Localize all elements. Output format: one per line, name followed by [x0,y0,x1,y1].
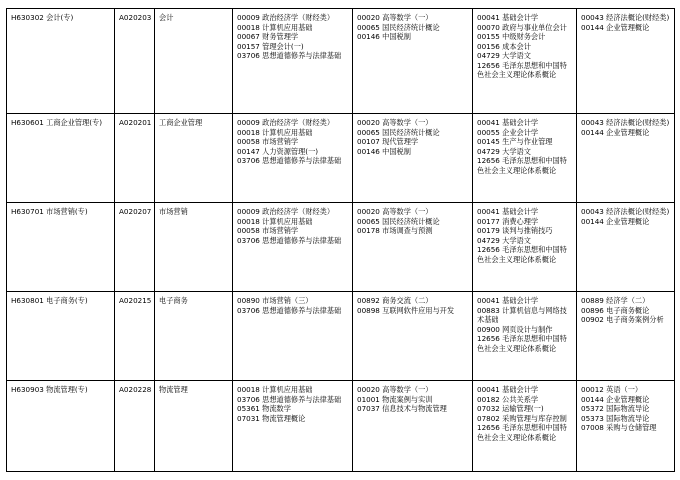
course-group-b-cell [353,381,473,472]
table-row [7,381,675,472]
course-entry: 07037 信息技术与物流管理 [357,404,447,414]
course-group-c-cell [473,9,577,114]
plan-code-cell: A020203 [115,9,155,114]
course-entry: 00144 企业管理概论 [581,216,650,226]
course-entry: 00070 政府与事业单位会计 [477,22,567,32]
course-entry: 00890 市场营销（三） [237,296,313,305]
course-entry: 00018 计算机应用基础 [237,385,313,394]
plan-code-cell: A020228 [115,381,155,472]
plan-name-cell: 会计 [155,9,233,114]
course-entry: 01001 物流案例与实训 [357,394,433,404]
course-entry: 07032 运输管理(一) [477,404,544,414]
course-entry: 03706 思想道德修养与法律基础 [237,305,342,315]
course-entry: 12656 毛泽东思想和中国特色社会主义理论体系概论 [477,60,567,80]
major-code-name-cell: H630601 工商企业管理(专) [7,114,115,203]
course-entry: 00041 基础会计学 [477,207,539,216]
course-entry: 00157 管理会计(一) [237,41,304,51]
course-entry: 00041 基础会计学 [477,118,539,127]
course-entry: 00177 消费心理学 [477,216,539,226]
course-entry: 00896 电子商务概论 [581,305,650,315]
course-entry: 00178 市场调查与预测 [357,226,433,236]
course-entry: 00018 计算机应用基础 [237,22,313,32]
course-entry: 07031 物流管理概论 [237,413,306,423]
course-entry: 03706 思想道德修养与法律基础 [237,235,342,245]
course-entry: 00156 成本会计 [477,41,531,51]
course-entry: 00043 经济法概论(财经类) [581,207,670,216]
course-entry: 12656 毛泽东思想和中国特色社会主义理论体系概论 [477,245,567,264]
course-entry: 00889 经济学（二） [581,296,650,305]
course-group-a-cell [233,292,353,381]
course-group-b-cell [353,292,473,381]
course-plan-body [7,9,675,472]
course-entry: 00043 经济法概论(财经类) [581,13,670,22]
course-entry: 04729 大学语文 [477,235,531,245]
course-entry: 03706 思想道德修养与法律基础 [237,51,342,61]
course-group-b-cell [353,203,473,292]
course-group-d-cell [577,114,675,203]
course-group-d-cell [577,9,675,114]
plan-name-cell: 工商企业管理 [155,114,233,203]
course-group-a-cell [233,203,353,292]
major-code-name-cell: H630302 会计(专) [7,9,115,114]
course-entry: 00065 国民经济统计概论 [357,22,440,32]
course-group-d-cell [577,292,675,381]
course-entry: 00018 计算机应用基础 [237,216,313,226]
course-entry: 00020 高等数学（一） [357,118,433,127]
table-row [7,203,675,292]
major-code-name-cell: H630701 市场营销(专) [7,203,115,292]
table-row [7,9,675,114]
course-entry: 12656 毛泽东思想和中国特色社会主义理论体系概论 [477,156,567,175]
course-entry: 00067 财务管理学 [237,32,299,42]
course-entry: 00144 企业管理概论 [581,22,650,32]
course-entry: 00883 计算机信息与网络技术基础 [477,305,567,325]
plan-code-cell: A020207 [115,203,155,292]
course-group-c-cell [473,203,577,292]
course-group-c-cell [473,292,577,381]
course-entry: 00041 基础会计学 [477,13,539,22]
course-entry: 07008 采购与仓储管理 [581,423,657,433]
course-entry: 00146 中国税制 [357,32,411,42]
course-entry: 00012 英语（一） [581,385,643,394]
course-entry: 00179 谈判与推销技巧 [477,226,553,236]
course-entry: 03706 思想道德修养与法律基础 [237,156,342,166]
course-entry: 00902 电子商务案例分析 [581,315,664,325]
course-entry: 00043 经济法概论(财经类) [581,118,670,127]
course-entry: 00900 网页设计与制作 [477,324,553,334]
course-entry: 00898 互联网软件应用与开发 [357,305,455,315]
course-entry: 04729 大学语文 [477,51,531,61]
course-entry: 00055 企业会计学 [477,127,539,137]
course-plan-table [6,8,675,472]
table-row [7,114,675,203]
course-entry: 00009 政治经济学（财经类） [237,118,335,127]
course-group-d-cell [577,381,675,472]
course-group-d-cell [577,203,675,292]
course-entry: 00145 生产与作业管理 [477,137,553,147]
course-group-c-cell [473,114,577,203]
course-entry: 00020 高等数学（一） [357,207,433,216]
course-entry: 00065 国民经济统计概论 [357,216,440,226]
course-entry: 00041 基础会计学 [477,296,539,305]
course-entry: 00020 高等数学（一） [357,13,433,22]
course-group-b-cell [353,114,473,203]
course-entry: 00892 商务交流（二） [357,296,433,305]
course-entry: 00144 企业管理概论 [581,394,650,404]
course-entry: 00018 计算机应用基础 [237,127,313,137]
plan-code-cell: A020215 [115,292,155,381]
course-entry: 04729 大学语文 [477,146,531,156]
plan-name-cell: 电子商务 [155,292,233,381]
course-entry: 00144 企业管理概论 [581,127,650,137]
course-entry: 03706 思想道德修养与法律基础 [237,394,342,404]
course-group-a-cell [233,9,353,114]
course-entry: 00065 国民经济统计概论 [357,127,440,137]
course-entry: 00020 高等数学（一） [357,385,433,394]
major-code-name-cell: H630801 电子商务(专) [7,292,115,381]
plan-code-cell: A020201 [115,114,155,203]
course-entry: 07802 采购管理与库存控制 [477,413,567,423]
course-entry: 00182 公共关系学 [477,394,539,404]
course-entry: 00058 市场营销学 [237,137,299,147]
course-entry: 00155 中级财务会计 [477,32,546,42]
course-entry: 00009 政治经济学（财经类） [237,13,335,22]
course-entry: 05373 国际物流导论 [581,413,650,423]
major-code-name-cell: H630903 物流管理(专) [7,381,115,472]
course-entry: 05372 国际物流导论 [581,404,650,414]
course-entry: 00107 现代管理学 [357,137,419,147]
course-entry: 00147 人力资源管理(一) [237,146,319,156]
course-entry: 00058 市场营销学 [237,226,299,236]
course-entry: 00009 政治经济学（财经类） [237,207,335,216]
course-entry: 12656 毛泽东思想和中国特色社会主义理论体系概论 [477,423,567,442]
course-group-c-cell [473,381,577,472]
course-group-a-cell [233,114,353,203]
course-entry: 05361 物流数学 [237,404,291,414]
course-entry: 00041 基础会计学 [477,385,539,394]
course-entry: 00146 中国税制 [357,146,411,156]
course-group-a-cell [233,381,353,472]
course-group-b-cell [353,9,473,114]
table-row [7,292,675,381]
course-entry: 12656 毛泽东思想和中国特色社会主义理论体系概论 [477,334,567,353]
plan-name-cell: 市场营销 [155,203,233,292]
plan-name-cell: 物流管理 [155,381,233,472]
